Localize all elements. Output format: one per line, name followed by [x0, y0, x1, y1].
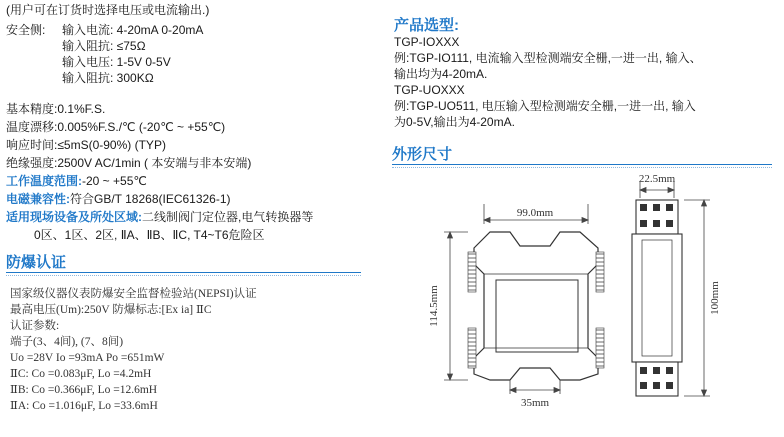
emc-value: 符合GB/T 18268(IEC61326-1) — [70, 192, 231, 206]
dimensions-title-rule — [392, 164, 772, 165]
op-temp-spec — [6, 173, 147, 189]
application-spec — [6, 209, 313, 225]
temp-drift-spec: 温度漂移:0.005%F.S./℃ (-20℃ ~ +55℃) — [6, 120, 226, 134]
application-label: 适用现场设备及所处区域: — [6, 210, 142, 224]
product-selection-title: 产品选型: — [394, 17, 459, 34]
example-uo511-cont: 为0-5V,输出为4-20mA. — [394, 115, 515, 129]
front-view-body — [474, 232, 598, 380]
side-height-dimension — [684, 200, 710, 396]
ex-line-iia: ⅡA: Co =1.016μF, Lo =33.6mH — [10, 400, 158, 412]
ex-line-terminals: 端子(3、4间), (7、8间) — [10, 336, 124, 348]
example-io111: 例:TGP-IO111, 电流输入型检测端安全栅,一进一出, 输入、 — [394, 51, 702, 65]
safe-side-specs — [62, 22, 203, 86]
input-current: 输入电流: 4-20mA 0-20mA — [62, 23, 204, 37]
dimension-drawing — [392, 168, 784, 437]
op-temp-label: 工作温度范围: — [6, 174, 82, 188]
model-iox: TGP-IOXXX — [394, 35, 460, 49]
application-zones: 0区、1区、2区, ⅡA、ⅡB、ⅡC, T4~T6危险区 — [34, 228, 265, 242]
insulation-spec: 绝缘强度:2500V AC/1min ( 本安端与非本安端) — [6, 156, 252, 170]
explosion-title-dots — [6, 275, 361, 276]
ex-line-iic: ⅡC: Co =0.083μF, Lo =4.2mH — [10, 368, 152, 380]
application-value: 二线制阀门定位器,电气转换器等 — [142, 210, 314, 224]
front-height-dimension — [444, 232, 468, 380]
front-height-label: 114.5mm — [428, 285, 440, 327]
dimensions-title: 外形尺寸 — [392, 146, 453, 163]
product-selection-lines — [394, 34, 702, 130]
side-width-label: 22.5mm — [638, 173, 676, 185]
ex-line-params-label: 认证参数: — [10, 320, 60, 332]
op-temp-value: -20 ~ +55℃ — [82, 174, 147, 188]
explosion-cert-lines — [10, 286, 257, 414]
intro-text: (用户可在订货时选择电压或电流输出.) — [6, 3, 210, 17]
emc-spec — [6, 191, 231, 207]
front-width-label: 99.0mm — [516, 207, 554, 219]
ex-line-uo-io-po: Uo =28V Io =93mA Po =651mW — [10, 352, 165, 364]
front-bottom-dimension — [510, 380, 560, 394]
side-height-label: 100mm — [709, 281, 721, 315]
safe-side-label: 安全侧: — [6, 23, 46, 37]
ex-line-nepsi: 国家级仪器仪表防爆安全监督检验站(NEPSI)认证 — [10, 288, 257, 300]
front-bottom-label: 35mm — [520, 397, 550, 409]
input-voltage: 输入电压: 1-5V 0-5V — [62, 55, 171, 69]
input-impedance-voltage: 输入阻抗: 300KΩ — [62, 71, 154, 85]
explosion-title-rule — [6, 272, 361, 273]
model-uox: TGP-UOXXX — [394, 83, 465, 97]
ex-line-iib: ⅡB: Co =0.366μF, Lo =12.6mH — [10, 384, 158, 396]
side-view-body — [632, 200, 682, 396]
ex-line-voltage-mark: 最高电压(Um):250V 防爆标志:[Ex ia] ⅡC — [10, 304, 212, 316]
example-io111-cont: 输出均为4-20mA. — [394, 67, 488, 81]
emc-label: 电磁兼容性: — [6, 192, 70, 206]
response-time-spec: 响应时间:≤5mS(0-90%) (TYP) — [6, 138, 166, 152]
explosion-section-title: 防爆认证 — [6, 254, 67, 271]
input-impedance-current: 输入阻抗: ≤75Ω — [62, 39, 146, 53]
accuracy-spec: 基本精度:0.1%F.S. — [6, 102, 106, 116]
example-uo511: 例:TGP-UO511, 电压输入型检测端安全栅,一进一出, 输入 — [394, 99, 696, 113]
